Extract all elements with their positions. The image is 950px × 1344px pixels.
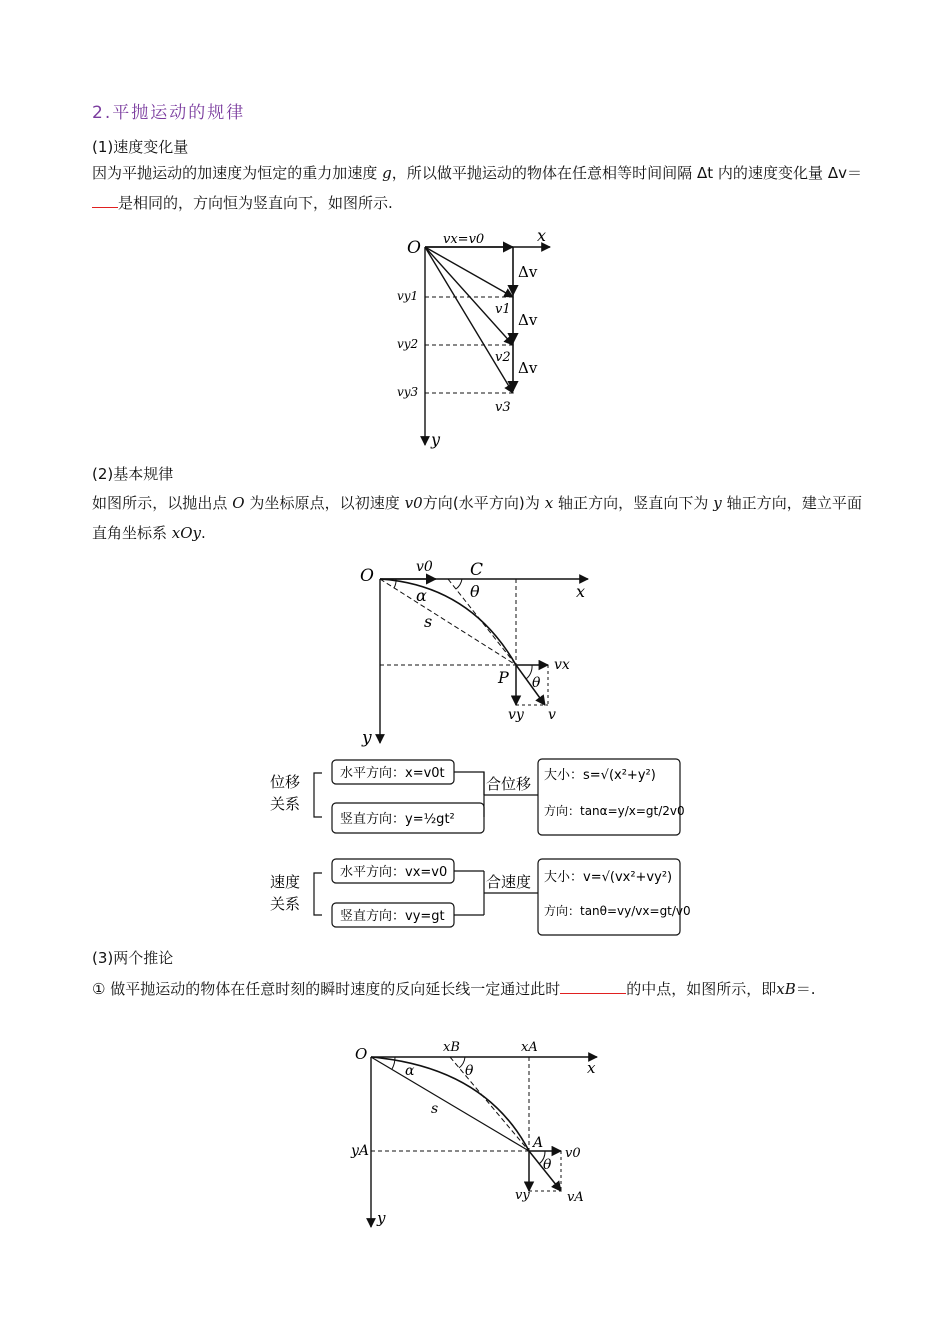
alpha-label: α [416, 586, 427, 605]
paragraph-velocity-change: 因为平抛运动的加速度为恒定的重力加速度 g，所以做平抛运动的物体在任意相等时间间隔 Δt 内的速度变化量 Δv＝是相同的，方向恒为竖直向下，如图所示. [92, 164, 862, 212]
s-label: s [431, 1101, 439, 1117]
vy-label: vy [515, 1188, 530, 1203]
x-axis-label: x [537, 226, 547, 245]
vel-horizontal: 水平方向：vx=v0 [340, 865, 448, 880]
alpha-label: α [405, 1063, 415, 1079]
vy-label: vy [508, 707, 524, 723]
vx-label: vx=v0 [443, 232, 485, 247]
v1-label: v1 [495, 302, 511, 317]
vel-vertical: 竖直方向：vy=gt [340, 909, 445, 924]
vy1-label: vy1 [397, 289, 419, 303]
v2-label: v2 [495, 350, 511, 365]
origin-label: O [360, 566, 374, 586]
disp-vertical: 竖直方向：y=½gt² [340, 812, 455, 827]
point-c-label: C [470, 560, 484, 580]
y-axis-label: y [431, 430, 441, 449]
y-axis-label: y [377, 1209, 386, 1227]
va-label: vA [567, 1190, 584, 1205]
ya-label: yA [351, 1143, 370, 1159]
vy2-label: vy2 [397, 337, 419, 351]
origin-label: O [355, 1045, 368, 1063]
velocity-label: 速度 [270, 873, 301, 891]
law-summary-diagram [262, 755, 692, 940]
projectile-figure [350, 555, 600, 750]
point-a-label: A [533, 1135, 544, 1151]
vel-magnitude: 大小：v=√(vx²+vy²) [544, 870, 673, 885]
velocity-group [270, 859, 691, 935]
subsection-2-title: (2)基本规律 [92, 465, 174, 483]
answer-blank [560, 979, 626, 994]
theta-label: θ [470, 582, 480, 601]
delta-v-label: Δv [518, 359, 538, 377]
vel-direction: 方向：tanθ=vy/vx=gt/v0 [544, 904, 691, 918]
paragraph-corollary: ① 做平抛运动的物体在任意时刻的瞬时速度的反向延长线一定通过此时 的中点，如图所示，即xB＝. [92, 980, 816, 998]
displacement-label: 关系 [270, 795, 301, 813]
xa-label: xA [521, 1040, 538, 1055]
v0-label: v0 [565, 1146, 581, 1161]
delta-v-label: Δv [518, 263, 538, 281]
point-p-label: P [498, 668, 509, 687]
disp-magnitude: 大小：s=√(x²+y²) [544, 768, 656, 783]
answer-blank [92, 193, 118, 208]
velocity-change-figure [385, 225, 565, 455]
v-label: v [548, 707, 556, 723]
vy3-label: vy3 [397, 385, 419, 399]
displacement-label: 位移 [270, 773, 301, 791]
disp-horizontal: 水平方向：x=v0t [340, 766, 445, 781]
delta-v-label: Δv [518, 311, 538, 329]
x-axis-label: x [587, 1059, 596, 1077]
midpoint-figure [345, 1035, 605, 1235]
v3-label: v3 [495, 400, 511, 415]
subsection-3-title: (3)两个推论 [92, 949, 174, 967]
theta-label: θ [465, 1063, 474, 1079]
s-label: s [424, 612, 433, 631]
v0-label: v0 [416, 559, 433, 575]
vx-label: vx [554, 657, 570, 673]
subsection-1-title: (1)速度变化量 [92, 138, 189, 156]
theta-label: θ [532, 675, 541, 691]
y-axis-label: y [362, 728, 372, 748]
vel-result-label: 合速度 [486, 873, 532, 891]
paragraph-basic-law: 如图所示，以抛出点 O 为坐标原点，以初速度 v0方向(水平方向)为 x 轴正方向，竖直向下为 y 轴正方向，建立平面直角坐标系 xOy. [92, 494, 862, 542]
displacement-group [270, 759, 685, 835]
xb-label: xB [443, 1040, 460, 1055]
x-axis-label: x [576, 582, 586, 601]
velocity-label: 关系 [270, 895, 301, 913]
section-heading: 2.平抛运动的规律 [92, 103, 246, 123]
origin-label: O [407, 238, 421, 258]
theta-label: θ [543, 1157, 552, 1173]
disp-result-label: 合位移 [486, 775, 532, 793]
disp-direction: 方向：tanα=y/x=gt/2v0 [544, 804, 685, 818]
